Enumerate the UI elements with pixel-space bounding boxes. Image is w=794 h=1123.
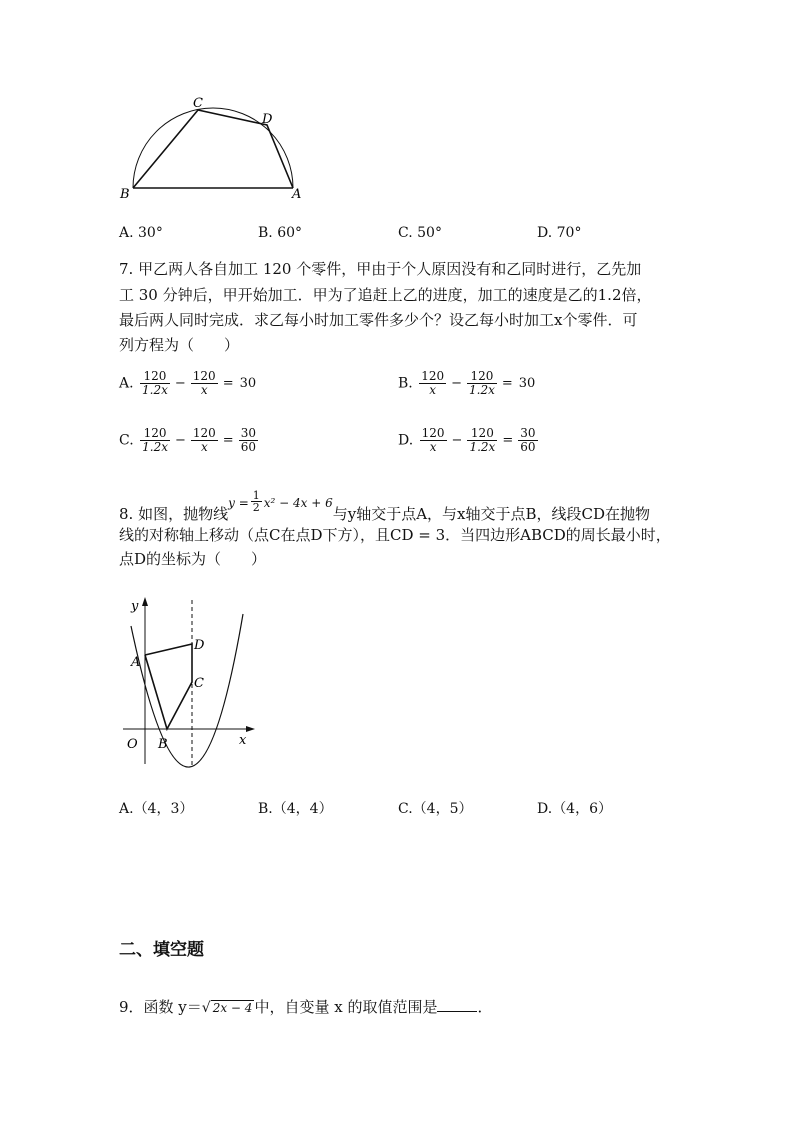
q8-option-c[interactable]: [398, 796, 473, 822]
radicand: 2x − 4: [212, 1001, 253, 1015]
option-letter: D.: [398, 432, 414, 449]
fraction: $\frac{120}{x}$: [421, 426, 445, 454]
label-o: O: [127, 737, 138, 752]
option-letter: C.: [398, 801, 413, 817]
circle-figure: [110, 92, 310, 204]
option-text: 30°: [138, 225, 163, 241]
q7-option-d[interactable]: D. $\frac{120}{x}$ − $\frac{120}{1.2x}$ = $\frac{30}{60}$: [398, 426, 536, 454]
fraction: $\frac{120}{x}$: [192, 426, 216, 454]
option-letter: A.: [119, 375, 134, 392]
label-y: y: [131, 599, 139, 614]
q8-stem-line-3: 点D的坐标为（ ）: [119, 550, 267, 568]
fraction: $\frac{120}{1.2x}$: [142, 426, 168, 454]
label-b: B: [120, 187, 130, 202]
fraction: $\frac{120}{x}$: [421, 369, 445, 397]
q7-stem-line-3: 最后两人同时完成．求乙每小时加工零件多少个？设乙每小时加工x个零件．可: [119, 311, 638, 329]
label-x: x: [239, 733, 247, 748]
option-text: （4，5）: [412, 801, 473, 817]
option-letter: D.: [537, 225, 553, 241]
q6-option-b[interactable]: [258, 220, 302, 246]
fraction: $\frac{120}{1.2x}$: [469, 369, 495, 397]
q9-stem: 9．函数 y＝√ 2x − 4 中，自变量 x 的取值范围是 ．: [119, 998, 493, 1016]
answer-blank[interactable]: [437, 997, 477, 1012]
label-b: B: [158, 737, 168, 752]
q7-option-c[interactable]: C. $\frac{120}{1.2x}$ − $\frac{120}{x}$ = $\frac{30}{60}$: [119, 426, 256, 454]
section-heading: 二、填空题: [119, 940, 204, 960]
option-letter: D.: [537, 801, 553, 817]
q8-option-d[interactable]: [537, 796, 612, 822]
q6-option-a[interactable]: [119, 220, 163, 246]
label-c: C: [193, 96, 203, 111]
option-text: 60°: [277, 225, 303, 241]
label-d: D: [262, 112, 273, 127]
option-letter: B.: [258, 801, 273, 817]
q7-stem-line-2: 工 30 分钟后，甲开始加工．甲为了追赶上乙的进度，加工的速度是乙的1.2倍，: [119, 286, 652, 304]
fraction: $\frac{120}{1.2x}$: [142, 369, 168, 397]
option-letter: C.: [119, 432, 134, 449]
fraction: $\frac{30}{60}$: [520, 426, 536, 454]
label-c: C: [194, 676, 204, 691]
q7-stem-line-4: 列方程为（ ）: [119, 336, 240, 354]
option-letter: A.: [119, 801, 134, 817]
option-letter: B.: [398, 375, 413, 392]
option-letter: C.: [398, 225, 413, 241]
q8-stem-line-1: 8. 如图，抛物线$^{y =}$ $\frac{1}{2}$ $^{x^2 - 4x + 6}$与y轴交于点A，与x轴交于点B，线段CD在抛物: [119, 489, 651, 523]
option-text: 70°: [556, 225, 582, 241]
option-letter: B.: [258, 225, 273, 241]
option-text: 50°: [417, 225, 442, 241]
q6-option-c[interactable]: [398, 220, 442, 246]
q8-option-b[interactable]: [258, 796, 333, 822]
q7-stem-line-1: 7. 甲乙两人各自加工 120 个零件，甲由于个人原因没有和乙同时进行，乙先加: [119, 260, 642, 278]
fraction: $\frac{120}{x}$: [192, 369, 216, 397]
option-text: （4，4）: [272, 801, 333, 817]
option-text: （4，3）: [133, 801, 194, 817]
q7-option-b[interactable]: B. $\frac{120}{x}$ − $\frac{120}{1.2x}$ = 30: [398, 369, 536, 397]
x-axis-arrow: [246, 726, 255, 732]
q8-option-a[interactable]: [119, 796, 193, 822]
option-letter: A.: [119, 225, 134, 241]
q6-option-d[interactable]: [537, 220, 581, 246]
fraction: $\frac{120}{1.2x}$: [469, 426, 496, 454]
q7-option-a[interactable]: A. $\frac{120}{1.2x}$ − $\frac{120}{x}$ = 30: [119, 369, 257, 397]
y-axis-arrow: [142, 597, 148, 606]
label-a: A: [292, 187, 302, 202]
parabola-figure: [115, 592, 260, 772]
label-a: A: [131, 655, 141, 670]
quadrilateral-abcd: [145, 644, 192, 729]
q8-stem-line-2: 线的对称轴上移动（点C在点D下方），且CD = 3．当四边形ABCD的周长最小时，: [119, 526, 671, 544]
label-d: D: [194, 638, 205, 653]
fraction: $\frac{30}{60}$: [240, 426, 256, 454]
option-text: （4，6）: [552, 801, 613, 817]
